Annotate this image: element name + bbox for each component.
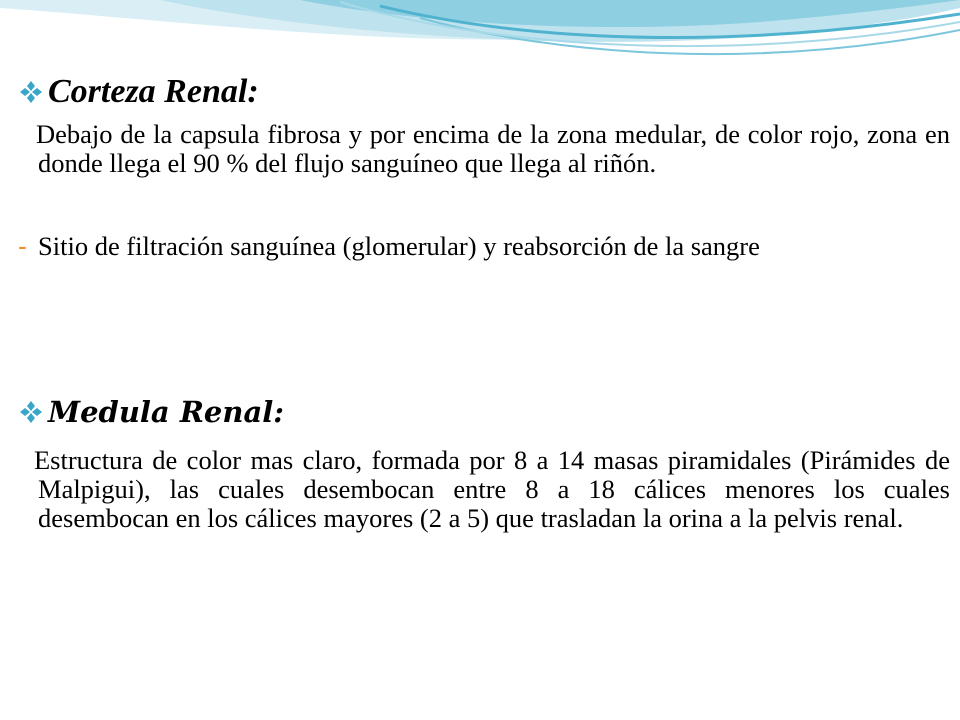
heading-colon: : [247,73,259,110]
diamond-bullet-icon [18,399,44,425]
heading-medula-renal [18,392,284,432]
heading-corteza-renal [18,72,259,112]
diamond-bullet-icon [18,79,44,105]
heading-colon: : [273,395,284,429]
list-dash-marker: - [18,231,27,261]
paragraph-medula: Estructura de color mas claro, formada por 8 a 14 masas piramidales (Pirámides de Malpigui), las cuales desembocan entre 8 a 18 cálices menores los cuales desembocan en los cálices mayores (2 a 5) que trasladan la orina a la pelvis renal. [34,445,950,533]
paragraph-corteza: Debajo de la capsula fibrosa y por encima de la zona medular, de color rojo, zona en donde llega el 90 % del flujo sanguíneo que llega al riñón. [36,119,950,178]
list-item-filtracion: Sitio de filtración sanguínea (glomerular) y reabsorción de la sangre [38,231,760,261]
heading-title: Corteza Renal [48,73,248,110]
heading-title: Medula Renal [48,395,274,429]
